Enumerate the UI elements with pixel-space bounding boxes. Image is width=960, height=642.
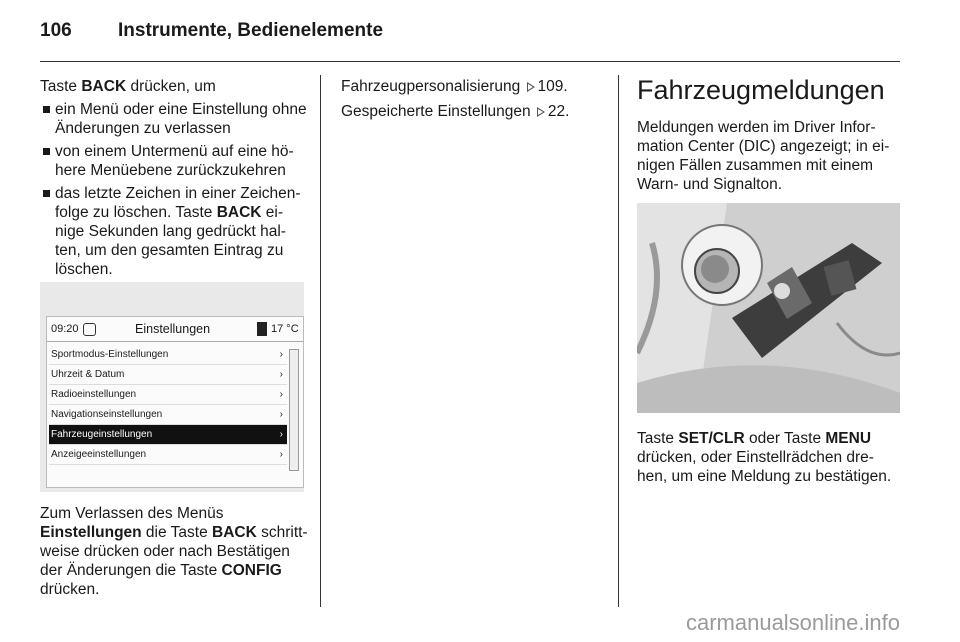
- thermometer-icon: [257, 322, 267, 336]
- header-rule: [40, 61, 900, 62]
- set-clr-paragraph: Taste SET/CLR oder Taste MENU drücken, oder Einstellrädchen dre-hen, um eine Meldung zu bestätigen.: [637, 430, 892, 485]
- body-paragraph: Meldungen werden im Driver Infor-mation Center (DIC) angezeigt; in ei-nigen Fällen zusammen mit einem Warn- und Signalton.: [637, 119, 890, 193]
- column-divider-1: [320, 75, 321, 607]
- chevron-right-icon: ›: [279, 389, 283, 400]
- screen-time: 09:20: [51, 323, 79, 335]
- list-item: von einem Untermenü auf eine hö-here Menüebene zurückzukehren: [40, 142, 308, 180]
- menu-item: Radioeinstellungen ›: [49, 385, 287, 405]
- steering-stalk-illustration: [637, 203, 900, 413]
- screen-status-bar: [47, 317, 303, 342]
- list-item: das letzte Zeichen in einer Zeichen-folge zu löschen. Taste BACK ei-nige Sekunden lang gedrückt hal-ten, um den gesamten Eintrag zu löschen.: [40, 184, 308, 279]
- bullet-icon: [43, 106, 50, 113]
- chevron-right-icon: ›: [279, 429, 283, 440]
- menu-item-selected: Fahrzeugeinstellungen ›: [49, 425, 287, 445]
- chevron-right-icon: ›: [279, 449, 283, 460]
- column-divider-2: [618, 75, 619, 607]
- section-heading: Fahrzeugmeldungen: [637, 75, 885, 105]
- watermark: carmanualsonline.info: [685, 610, 900, 635]
- screen-title: Einstellungen: [135, 322, 211, 336]
- intro-text: Taste BACK drücken, um: [40, 78, 216, 95]
- menu-item: Uhrzeit & Datum ›: [49, 365, 287, 385]
- chevron-right-icon: ›: [279, 349, 283, 360]
- menu-item: Navigationseinstellungen ›: [49, 405, 287, 425]
- menu-item: Anzeigeeinstellungen ›: [49, 445, 287, 465]
- cross-reference: Fahrzeugpersonalisierung 109.: [341, 78, 568, 95]
- screen-scrollbar: [289, 349, 299, 471]
- page-reference-icon: [527, 82, 535, 92]
- bullet-list: [40, 100, 308, 279]
- chevron-right-icon: ›: [279, 369, 283, 380]
- settings-menu: [49, 345, 287, 465]
- cross-reference: Gespeicherte Einstellungen 22.: [341, 103, 570, 120]
- page-header-title: Instrumente, Bedienelemente: [118, 20, 384, 41]
- face-icon: [83, 323, 96, 336]
- screen-temperature: 17 °C: [271, 323, 299, 335]
- bullet-icon: [43, 148, 50, 155]
- column-2: [341, 77, 609, 121]
- column-3: [637, 77, 903, 194]
- outro-paragraph: Zum Verlassen des Menüs Einstellungen die Taste BACK schritt-weise drücken oder nach Bestätigen der Änderungen die Taste CONFIG drücken.: [40, 505, 308, 598]
- list-item: ein Menü oder eine Einstellung ohne Änderungen zu verlassen: [40, 100, 308, 138]
- display-screen: [46, 316, 304, 488]
- bullet-icon: [43, 190, 50, 197]
- chevron-right-icon: ›: [279, 409, 283, 420]
- menu-item: Sportmodus-Einstellungen ›: [49, 345, 287, 365]
- page-number: 106: [40, 20, 72, 41]
- settings-screen-figure: [40, 282, 304, 492]
- page-reference-icon: [537, 107, 545, 117]
- column-1: [40, 77, 308, 279]
